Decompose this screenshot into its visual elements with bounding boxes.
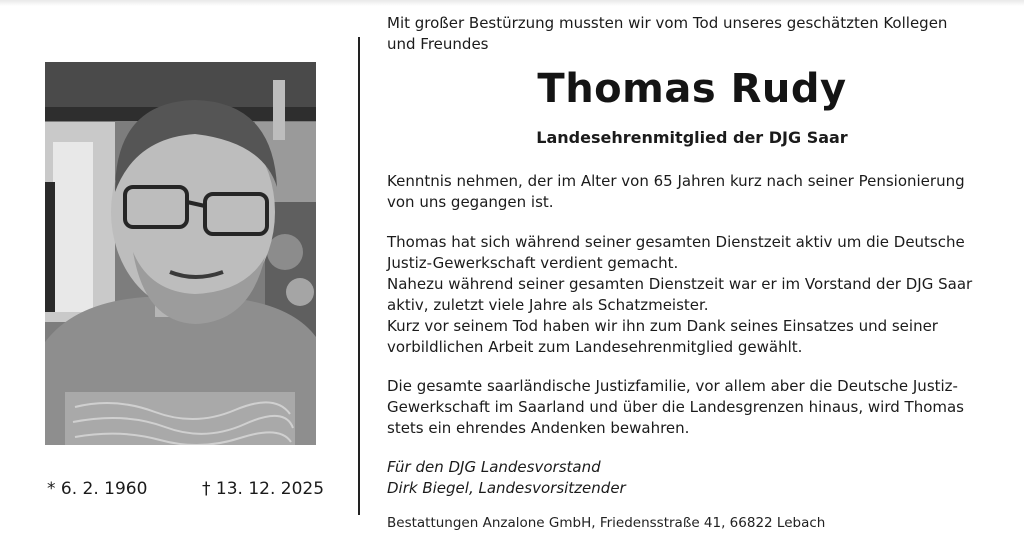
text-line: Justiz-Gewerkschaft verdient gemacht. (387, 254, 679, 272)
text-line: Kenntnis nehmen, der im Alter von 65 Jahren kurz nach seiner Pensionierung (387, 172, 965, 190)
intro-line: Mit großer Bestürzung mussten wir vom Tod unseres geschätzten Kollegen (387, 14, 948, 32)
paragraph-notice (387, 171, 1007, 213)
text-line: von uns gegangen ist. (387, 193, 554, 211)
text-line: Gewerkschaft im Saarland und über die Landesgrenzen hinaus, wird Thomas (387, 398, 965, 416)
signature-block (387, 457, 626, 499)
text-line: Thomas hat sich während seiner gesamten Dienstzeit aktiv um die Deutsche (387, 233, 965, 251)
text-line: Die gesamte saarländische Justizfamilie, vor allem aber die Deutsche Justiz- (387, 377, 958, 395)
intro-text (387, 13, 997, 55)
signature-line: Für den DJG Landesvorstand (387, 458, 601, 476)
paragraph-remembrance (387, 376, 1007, 439)
portrait-photo (45, 62, 316, 445)
text-line: Nahezu während seiner gesamten Dienstzeit war er im Vorstand der DJG Saar (387, 275, 973, 293)
intro-line: und Freundes (387, 35, 489, 53)
text-line: aktiv, zuletzt viele Jahre als Schatzmeister. (387, 296, 709, 314)
deceased-name: Thomas Rudy (537, 66, 847, 112)
birth-date: * 6. 2. 1960 (47, 479, 148, 499)
honorary-title: Landesehrenmitglied der DJG Saar (536, 128, 848, 147)
text-line: stets ein ehrendes Andenken bewahren. (387, 419, 690, 437)
death-date: † 13. 12. 2025 (202, 479, 325, 499)
text-line: Kurz vor seinem Tod haben wir ihn zum Dank seines Einsatzes und seiner (387, 317, 938, 335)
funeral-home-footer: Bestattungen Anzalone GmbH, Friedensstraße 41, 66822 Lebach (387, 515, 826, 531)
paragraph-career (387, 232, 1007, 358)
top-shadow (0, 0, 1024, 6)
text-line: vorbildlichen Arbeit zum Landesehrenmitglied gewählt. (387, 338, 803, 356)
signature-line: Dirk Biegel, Landesvorsitzender (387, 479, 626, 497)
